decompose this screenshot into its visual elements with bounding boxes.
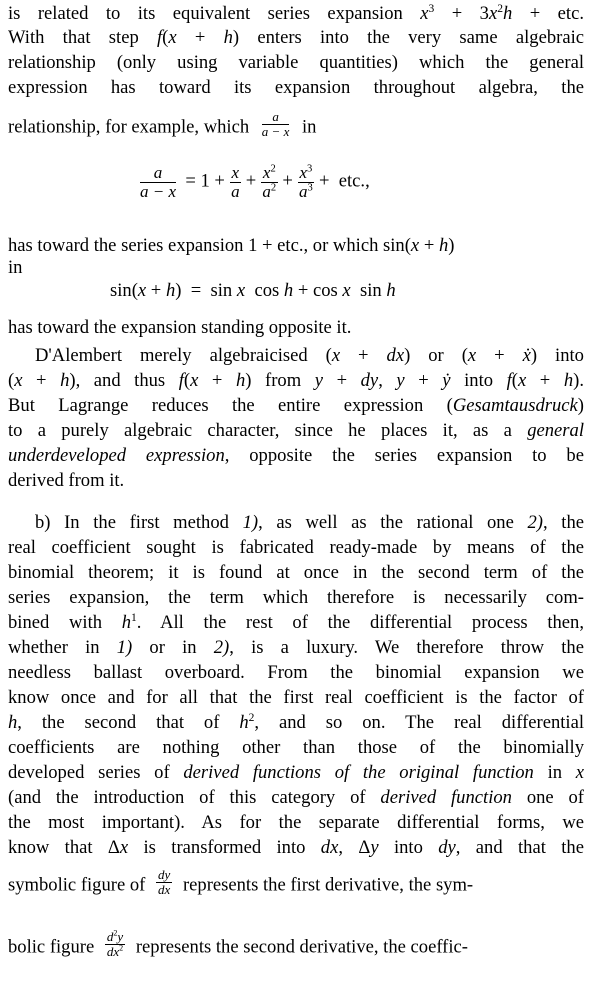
text-line: to a purely algebraic character, since he places it, as a general (8, 420, 584, 441)
text-line: derived from it. (8, 470, 125, 491)
text-line: D'Alembert merely algebraicised (x + dx) or (x + ẋ) into (35, 345, 584, 366)
text-line: the most important). As for the separate differential forms, we (8, 812, 584, 833)
text-line: With that step f(x + h) enters into the very same algebraic (8, 27, 584, 48)
series-equation: $\frac{a}{a - x}$ = 1 + $\frac{x}{a}$ + $\frac{x^2}{a^2}$ + $\frac{x^3}{a^3}$ + etc., (140, 163, 370, 201)
text-line: (and the introduction of this category of derived function one of (8, 787, 584, 808)
text-line: bolic figure $\frac{d^2y}{dx^2}$ represents the second derivative, the coeffic- (8, 928, 468, 959)
text-line: know once and for all that the first real coefficient is the factor of (8, 687, 584, 708)
text-line: expression has toward its expansion throughout algebra, the (8, 77, 584, 98)
text-line: developed series of derived functions of the original function in x (8, 762, 584, 783)
text-line: symbolic figure of $\frac{dy}{dx}$ represents the first derivative, the sym- (8, 867, 474, 897)
text-line: relationship (only using variable quantities) which the general (8, 52, 584, 73)
sin-equation: sin(x + h) = sin x cos h + cos x sin h (110, 280, 396, 301)
text-line: whether in 1) or in 2), is a luxury. We therefore throw the (8, 637, 584, 658)
text-line: real coefficient sought is fabricated ready-made by means of the (8, 537, 584, 558)
text-line: has toward the expansion standing opposite it. (8, 317, 352, 338)
text-line: know that Δx is transformed into dx, Δy into dy, and that the (8, 837, 584, 858)
text-line: needless ballast overboard. From the binomial expansion we (8, 662, 584, 683)
text-line: bined with $h^1$. All the rest of the differential process then, (8, 611, 584, 633)
text-line: But Lagrange reduces the entire expression (Gesamtausdruck) (8, 395, 584, 416)
text-line: has toward the series expansion 1 + etc., or which sin(x + h) (8, 235, 455, 256)
text-line: underdeveloped expression, opposite the series expansion to be (8, 445, 584, 466)
fraction: $\frac{a}{a - x}$ (261, 109, 290, 139)
text-line: (x + h), and thus f(x + h) from y + dy, y + ẏ into f(x + h). (8, 370, 584, 391)
text-line: relationship, for example, which $\frac{a}{a - x}$ in (8, 109, 317, 139)
text-line: h, the second that of $h^2$, and so on. The real differential (8, 711, 585, 733)
text-line: b) In the first method 1), as well as the rational one 2), the (35, 512, 584, 533)
text-line: in (8, 257, 23, 278)
text-line: binomial theorem; it is found at once in the second term of the (8, 562, 584, 583)
text-line: is related to its equivalent series expansion $x^3 + 3x^2h$ + etc. (8, 2, 584, 24)
text-line: coefficients are nothing other than those of the binomially (8, 737, 584, 758)
text-line: series expansion, the term which therefore is necessarily com- (8, 587, 584, 608)
